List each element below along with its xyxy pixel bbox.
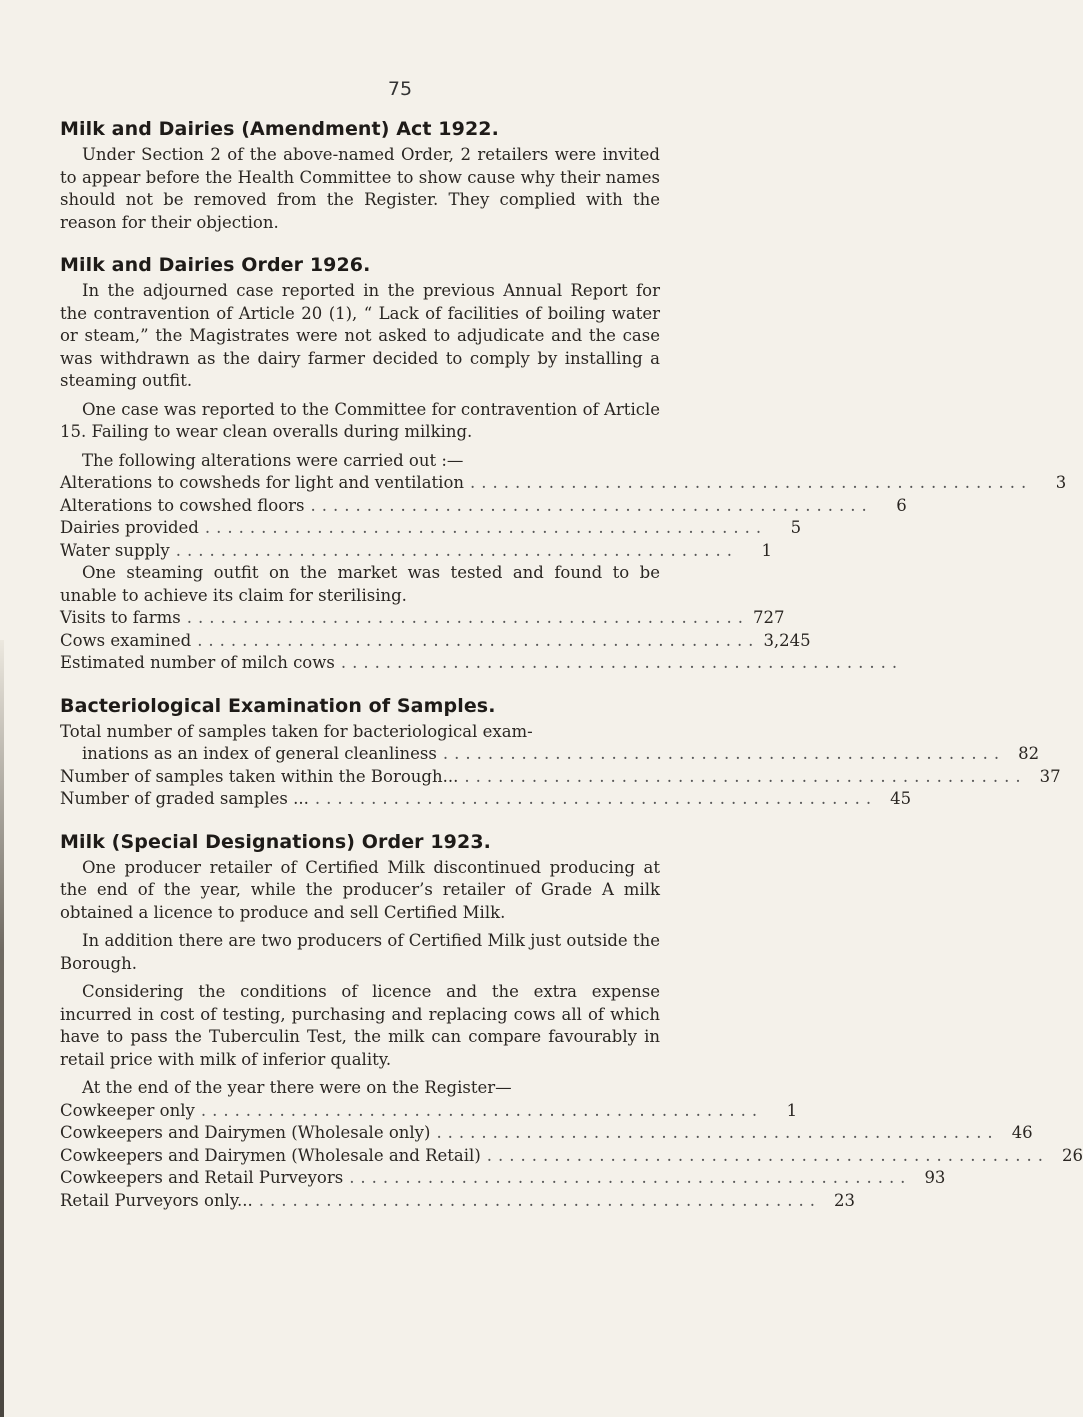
list-item (60, 1122, 1033, 1145)
dot-leader: .................................................. (186, 608, 749, 627)
item-label: Cowkeepers and Dairymen (Wholesale and Retail) (60, 1145, 481, 1165)
section-heading: Milk and Dairies Order 1926. (60, 254, 371, 276)
dot-leader: .................................................. (197, 630, 760, 650)
item-label: Number of graded samples ... (60, 789, 309, 808)
item-value: 37 (1039, 766, 1061, 786)
paragraph: One case was reported to the Committee for contravention of Article 15. Failing to wear clean overalls during milking. (60, 399, 660, 441)
list-item (60, 517, 802, 540)
item-value: 45 (890, 789, 912, 808)
paragraph: At the end of the year there were on the Register— (82, 1078, 512, 1097)
paragraph: The following alterations were carried out :— (82, 450, 464, 470)
list-item (60, 743, 1040, 766)
item-label: Cows examined (60, 630, 192, 650)
item-label: Cowkeeper only (60, 1100, 195, 1120)
list-item (60, 766, 1061, 789)
item-label: Water supply (60, 540, 170, 560)
dot-leader: .................................................. (436, 1123, 999, 1142)
list-item (60, 472, 1067, 495)
dot-leader: .................................................. (204, 518, 768, 537)
paragraph: In addition there are two producers of Certified Milk just outside the Borough. (60, 931, 660, 973)
item-label: Alterations to cowshed floors (60, 495, 305, 515)
item-value: 1 (786, 1100, 798, 1120)
dot-leader: .................................................. (200, 1100, 764, 1120)
list-item (60, 1145, 1083, 1168)
item-value: 26 (1062, 1145, 1083, 1165)
item-value: 93 (924, 1168, 946, 1187)
section-bacteriological (60, 694, 1061, 811)
item-label: Retail Purveyors only... (60, 1190, 253, 1210)
paragraph: One steaming outfit on the market was tested and found to be unable to achieve its claim for sterilising. (60, 563, 660, 605)
dot-leader: .................................................. (486, 1145, 1049, 1165)
paragraph: One producer retailer of Certified Milk discontinued producing at the end of the year, while the producer’s retailer of Grade A milk obtained a licence to produce and sell Certified Milk. (60, 857, 660, 922)
section-heading: Bacteriological Examination of Samples. (60, 694, 496, 717)
list-item (60, 495, 907, 518)
item-value: 6 (896, 495, 907, 515)
list-item (60, 788, 912, 811)
dot-leader: .................................................. (175, 540, 738, 560)
dot-leader: .................................................. (464, 766, 1027, 786)
register-list (60, 1100, 1083, 1213)
page-number: 75 (387, 78, 413, 100)
list-item (60, 1190, 855, 1213)
dot-leader: .................................................. (258, 1190, 821, 1210)
section-heading: Milk (Special Designations) Order 1923. (60, 830, 491, 853)
dot-leader: .................................................. (470, 473, 1033, 492)
section-heading: Milk and Dairies (Amendment) Act 1922. (60, 118, 499, 140)
item-label: Estimated number of milch cows (60, 653, 335, 672)
paragraph: In the adjourned case reported in the previous Annual Report for the contravention of Article 20 (1), “ Lack of facilities of boiling water or steam,” the Magistrates were not asked to adjudicate and the case was withdrawn as the dairy farmer decided to comply by installing a steaming outfit. (60, 281, 660, 390)
item-value: 82 (1018, 744, 1040, 763)
dot-leader: .................................................. (310, 495, 873, 515)
section-amendment-act (60, 118, 660, 234)
list-item (60, 1167, 946, 1190)
page-content (60, 118, 1083, 1232)
item-label: Dairies provided (60, 518, 199, 537)
dot-leader: .................................................. (340, 653, 904, 672)
visits-list (60, 607, 904, 675)
list-item (60, 607, 785, 630)
item-label: Alterations to cowsheds for light and ventilation (60, 473, 465, 492)
item-label-line2: inations as an index of general cleanliness (82, 744, 437, 763)
item-value: 3 (1055, 473, 1067, 492)
alterations-list (60, 472, 1067, 562)
item-value: 1 (761, 540, 772, 560)
dot-leader: .................................................. (314, 789, 878, 808)
item-value: 3,245 (763, 630, 811, 650)
item-label: Number of samples taken within the Borough... (60, 766, 459, 786)
item-label: Visits to farms (60, 608, 181, 627)
section-order-1926 (60, 254, 1067, 675)
list-item (60, 1100, 798, 1123)
item-label-line1: Total number of samples taken for bacteriological exam- (60, 721, 533, 741)
list-item (60, 652, 904, 675)
item-label: Cowkeepers and Retail Purveyors (60, 1168, 344, 1187)
binding-shadow (0, 640, 4, 1417)
dot-leader: .................................................. (442, 744, 1006, 763)
dot-leader: .................................................. (349, 1168, 912, 1187)
item-label: Cowkeepers and Dairymen (Wholesale only) (60, 1123, 431, 1142)
list-item (60, 540, 772, 563)
item-value: 5 (790, 518, 802, 537)
paragraph: Considering the conditions of licence and the extra expense incurred in cost of testing, purchasing and replacing cows all of which have to pass the Tuberculin Test, the milk can compare favourably in retail price with milk of inferior quality. (60, 982, 660, 1069)
list-item (60, 630, 811, 653)
total-samples-item (60, 721, 1040, 766)
item-value: 23 (833, 1190, 855, 1210)
item-value: 727 (753, 608, 785, 627)
section-special-designations (60, 830, 1083, 1213)
item-value: 46 (1011, 1123, 1033, 1142)
paragraph: Under Section 2 of the above-named Order, 2 retailers were invited to appear before the Health Committee to show cause why their names should not be removed from the Register. They complied with the reason for their objection. (60, 145, 660, 232)
